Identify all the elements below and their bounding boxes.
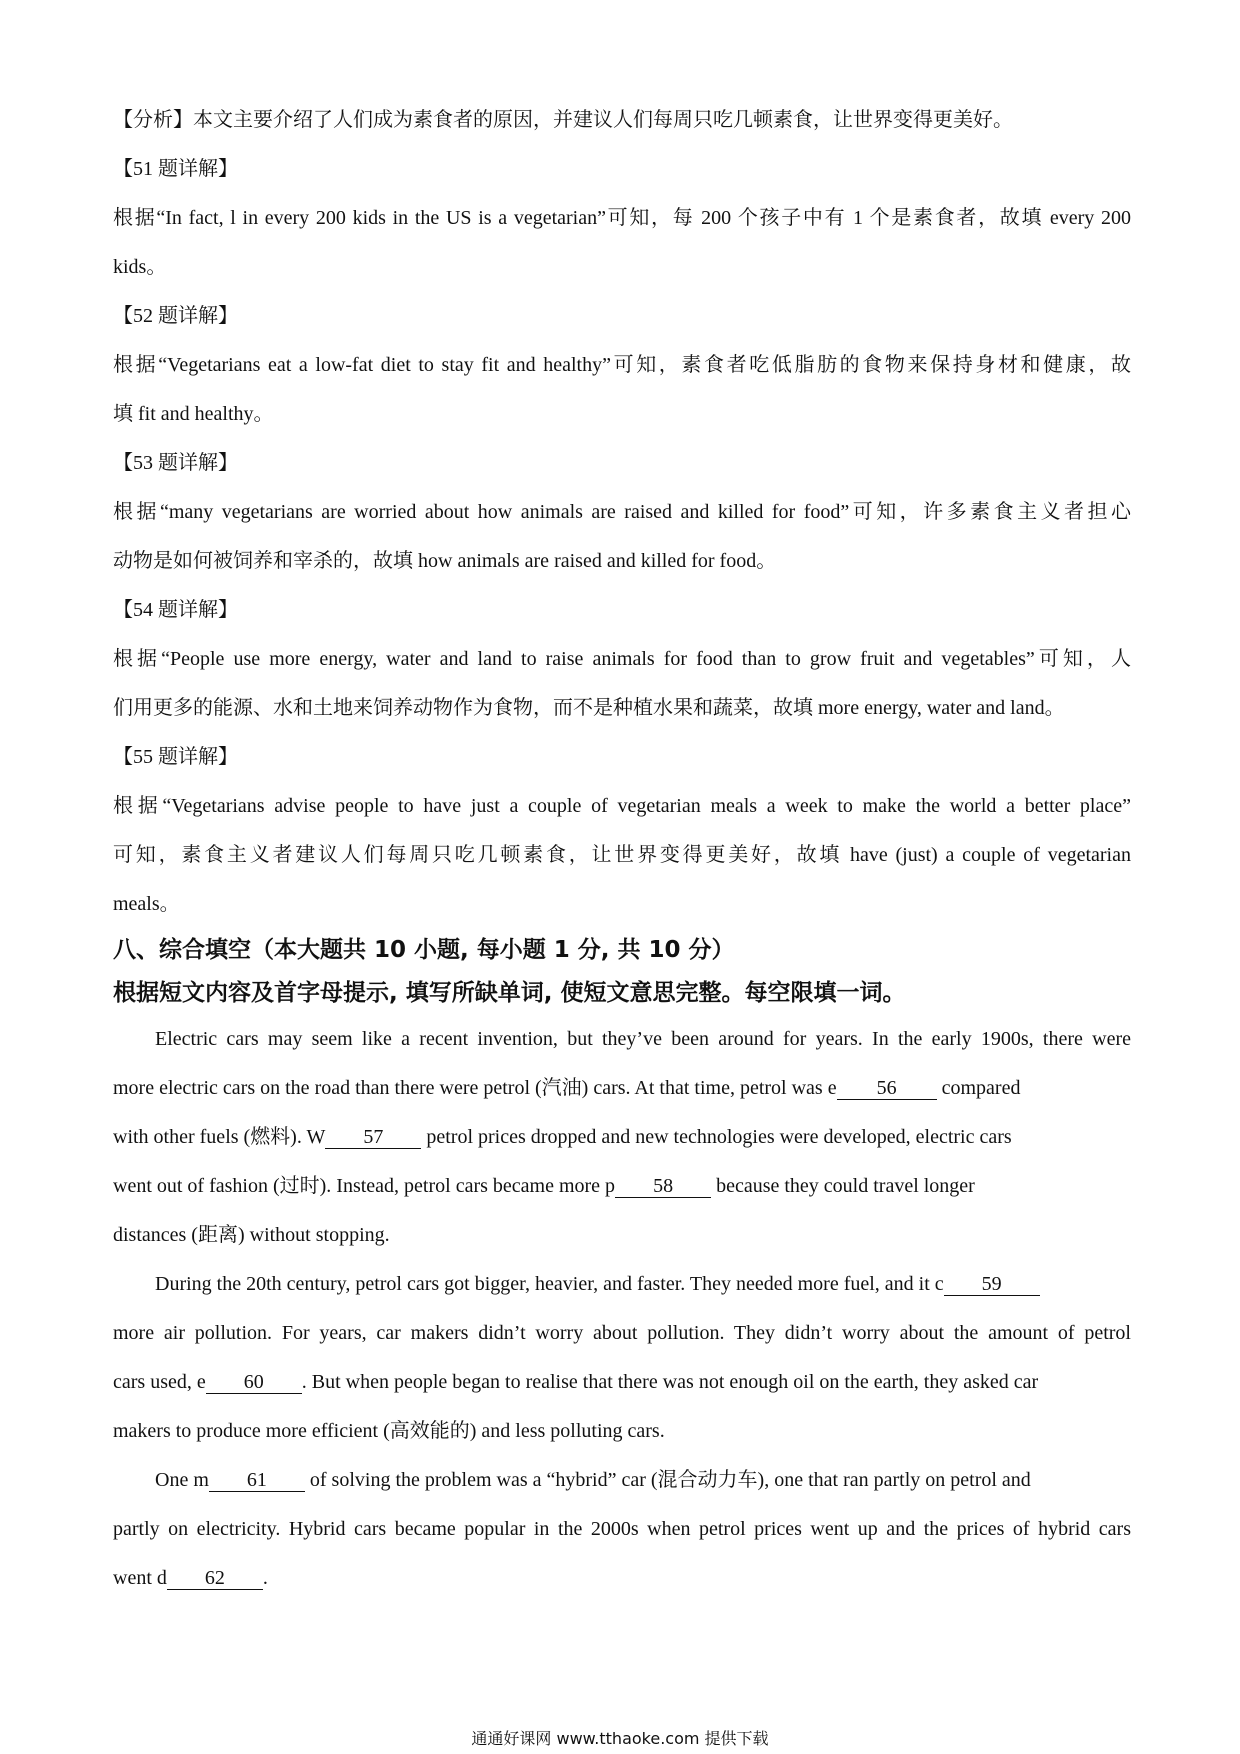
q54-line: 根据“People use more energy, water and land to raise animals for food than to grow fruit and vegetables”可知，人 <box>113 648 1131 670</box>
passage-line: partly on electricity. Hybrid cars became popular in the 2000s when petrol prices went up and the prices of hybrid cars <box>113 1518 1131 1540</box>
passage-line: more electric cars on the road than there were petrol (汽油) cars. At that time, petrol was e 56 compared <box>113 1077 1021 1099</box>
analysis-text: 【分析】本文主要介绍了人们成为素食者的原因，并建议人们每周只吃几顿素食，让世界变得更美好。 <box>113 109 1013 131</box>
passage-line: cars used, e 60 . But when people began to realise that there was not enough oil on the earth, they asked car <box>113 1371 1039 1393</box>
q54-line: 们用更多的能源、水和土地来饲养动物作为食物，而不是种植水果和蔬菜，故填 more energy, water and land。 <box>113 697 1065 719</box>
section-instruction: 根据短文内容及首字母提示, 填写所缺单词, 使短文意思完整。每空限填一词。 <box>113 980 906 1006</box>
q53-title: 【53 题详解】 <box>113 452 238 474</box>
q54-title: 【54 题详解】 <box>113 599 238 621</box>
q55-line: meals。 <box>113 893 180 915</box>
q51-line: kids。 <box>113 256 167 278</box>
q55-line: 根据“Vegetarians advise people to have just a couple of vegetarian meals a week to make the world a better place” <box>113 795 1131 817</box>
blank-59[interactable]: 59 <box>944 1273 1040 1296</box>
q53-line: 根据“many vegetarians are worried about how animals are raised and killed for food”可知，许多素食主义者担心 <box>113 501 1131 523</box>
section-title: 八、综合填空（本大题共 10 小题, 每小题 1 分, 共 10 分） <box>113 937 735 963</box>
q51-title: 【51 题详解】 <box>113 158 238 180</box>
q51-line: 根据“In fact, l in every 200 kids in the US is a vegetarian”可知，每 200 个孩子中有 1 个是素食者，故填 every 200 <box>113 207 1131 229</box>
q53-line: 动物是如何被饲养和宰杀的，故填 how animals are raised and killed for food。 <box>113 550 777 572</box>
passage-line: went d 62 . <box>113 1567 268 1589</box>
blank-61[interactable]: 61 <box>209 1469 305 1492</box>
q52-line: 根据“Vegetarians eat a low-fat diet to stay fit and healthy”可知，素食者吃低脂肪的食物来保持身材和健康，故 <box>113 354 1131 376</box>
passage-line: distances (距离) without stopping. <box>113 1224 390 1246</box>
passage-line: Electric cars may seem like a recent invention, but they’ve been around for years. In the early 1900s, there were <box>155 1028 1131 1050</box>
q52-title: 【52 题详解】 <box>113 305 238 327</box>
blank-62[interactable]: 62 <box>167 1567 263 1590</box>
passage-line: One m 61 of solving the problem was a “hybrid” car (混合动力车), one that ran partly on petrol and <box>155 1469 1031 1491</box>
passage-line: went out of fashion (过时). Instead, petrol cars became more p 58 because they could travel longer <box>113 1175 975 1197</box>
q52-line: 填 fit and healthy。 <box>113 403 274 425</box>
blank-56[interactable]: 56 <box>837 1077 937 1100</box>
blank-58[interactable]: 58 <box>615 1175 711 1198</box>
passage-line: makers to produce more efficient (高效能的) and less polluting cars. <box>113 1420 665 1442</box>
document-page <box>113 96 1131 1603</box>
q55-title: 【55 题详解】 <box>113 746 238 768</box>
passage-line: During the 20th century, petrol cars got bigger, heavier, and faster. They needed more fuel, and it c 59 <box>113 1260 1131 1309</box>
blank-57[interactable]: 57 <box>325 1126 421 1149</box>
passage-line: more air pollution. For years, car makers didn’t worry about pollution. They didn’t worry about the amount of petrol <box>113 1322 1131 1344</box>
q55-line: 可知，素食主义者建议人们每周只吃几顿素食，让世界变得更美好，故填 have (just) a couple of vegetarian <box>113 844 1131 866</box>
passage-line: with other fuels (燃料). W 57 petrol prices dropped and new technologies were developed, electric cars <box>113 1126 1012 1148</box>
blank-60[interactable]: 60 <box>206 1371 302 1394</box>
page-footer: 通通好课网 www.tthaoke.com 提供下载 <box>471 1729 769 1748</box>
